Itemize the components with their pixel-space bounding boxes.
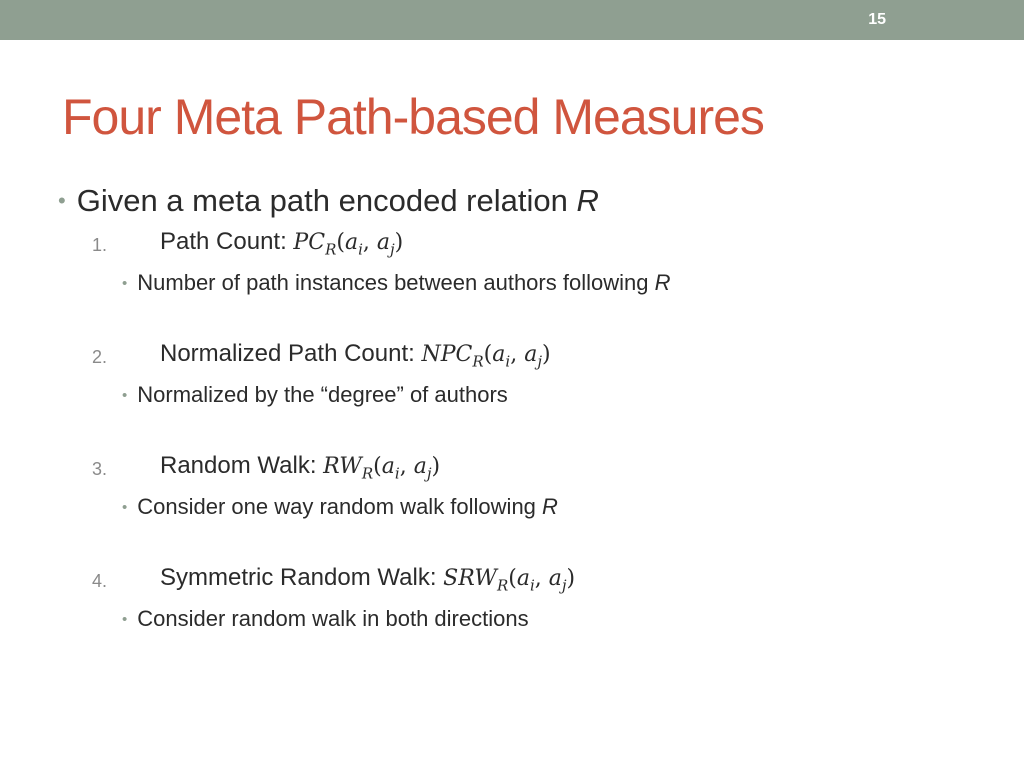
formula-subscript: R [361, 464, 374, 483]
top-bar [0, 0, 1024, 40]
item-label-text: Symmetric Random Walk: [160, 564, 444, 591]
formula-subscript: R [472, 352, 484, 371]
formula: $PC_R(a_i$, $a_j$) [293, 230, 404, 259]
formula: $SRW_R(a_i$, $a_j$) [443, 566, 576, 595]
formula-name: PC [293, 230, 326, 255]
item-label [160, 452, 440, 482]
item-label-text: Random Walk: [160, 452, 324, 479]
bullet-icon: • [122, 611, 128, 628]
item-label [160, 340, 551, 370]
sub-bullet-text: Consider one way random walk following [137, 494, 543, 519]
item-label [160, 228, 403, 258]
slide-title: Four Meta Path-based Measures [62, 89, 764, 145]
formula: $RW_R(a_i$, $a_j$) [323, 454, 441, 483]
sub-bullet-text: Consider random walk in both directions [137, 606, 529, 631]
sub-bullet-italic: R [654, 270, 671, 295]
formula-subscript: R [325, 240, 337, 259]
bullet-icon: • [122, 275, 128, 292]
main-bullet-text: Given a meta path encoded relation [76, 183, 577, 218]
formula-name: SRW [443, 566, 497, 591]
item-number: 2. [92, 347, 108, 367]
formula-subscript: R [496, 576, 509, 595]
formula-name: RW [323, 454, 362, 479]
slide-number: 15 [868, 11, 886, 28]
sub-bullet-italic: R [542, 494, 558, 519]
item-label-text: Path Count: [160, 228, 294, 255]
sub-bullet-text: Number of path instances between authors following [137, 270, 655, 295]
sub-bullet [122, 606, 529, 632]
main-bullet [58, 183, 599, 219]
item-number: 1. [92, 235, 108, 255]
item-label [160, 564, 575, 594]
formula: $NPC_R(a_i$, $a_j$) [421, 342, 551, 371]
sub-bullet [122, 270, 670, 296]
main-bullet-italic: R [576, 183, 599, 218]
bullet-icon: • [122, 499, 128, 516]
formula-name: NPC [421, 342, 473, 367]
item-number: 4. [92, 571, 108, 591]
bullet-icon: • [58, 188, 66, 213]
item-number: 3. [92, 459, 108, 479]
item-label-text: Normalized Path Count: [160, 340, 422, 367]
sub-bullet [122, 494, 558, 520]
sub-bullet-text: Normalized by the “degree” of authors [137, 382, 508, 407]
sub-bullet [122, 382, 508, 408]
bullet-icon: • [122, 387, 128, 404]
